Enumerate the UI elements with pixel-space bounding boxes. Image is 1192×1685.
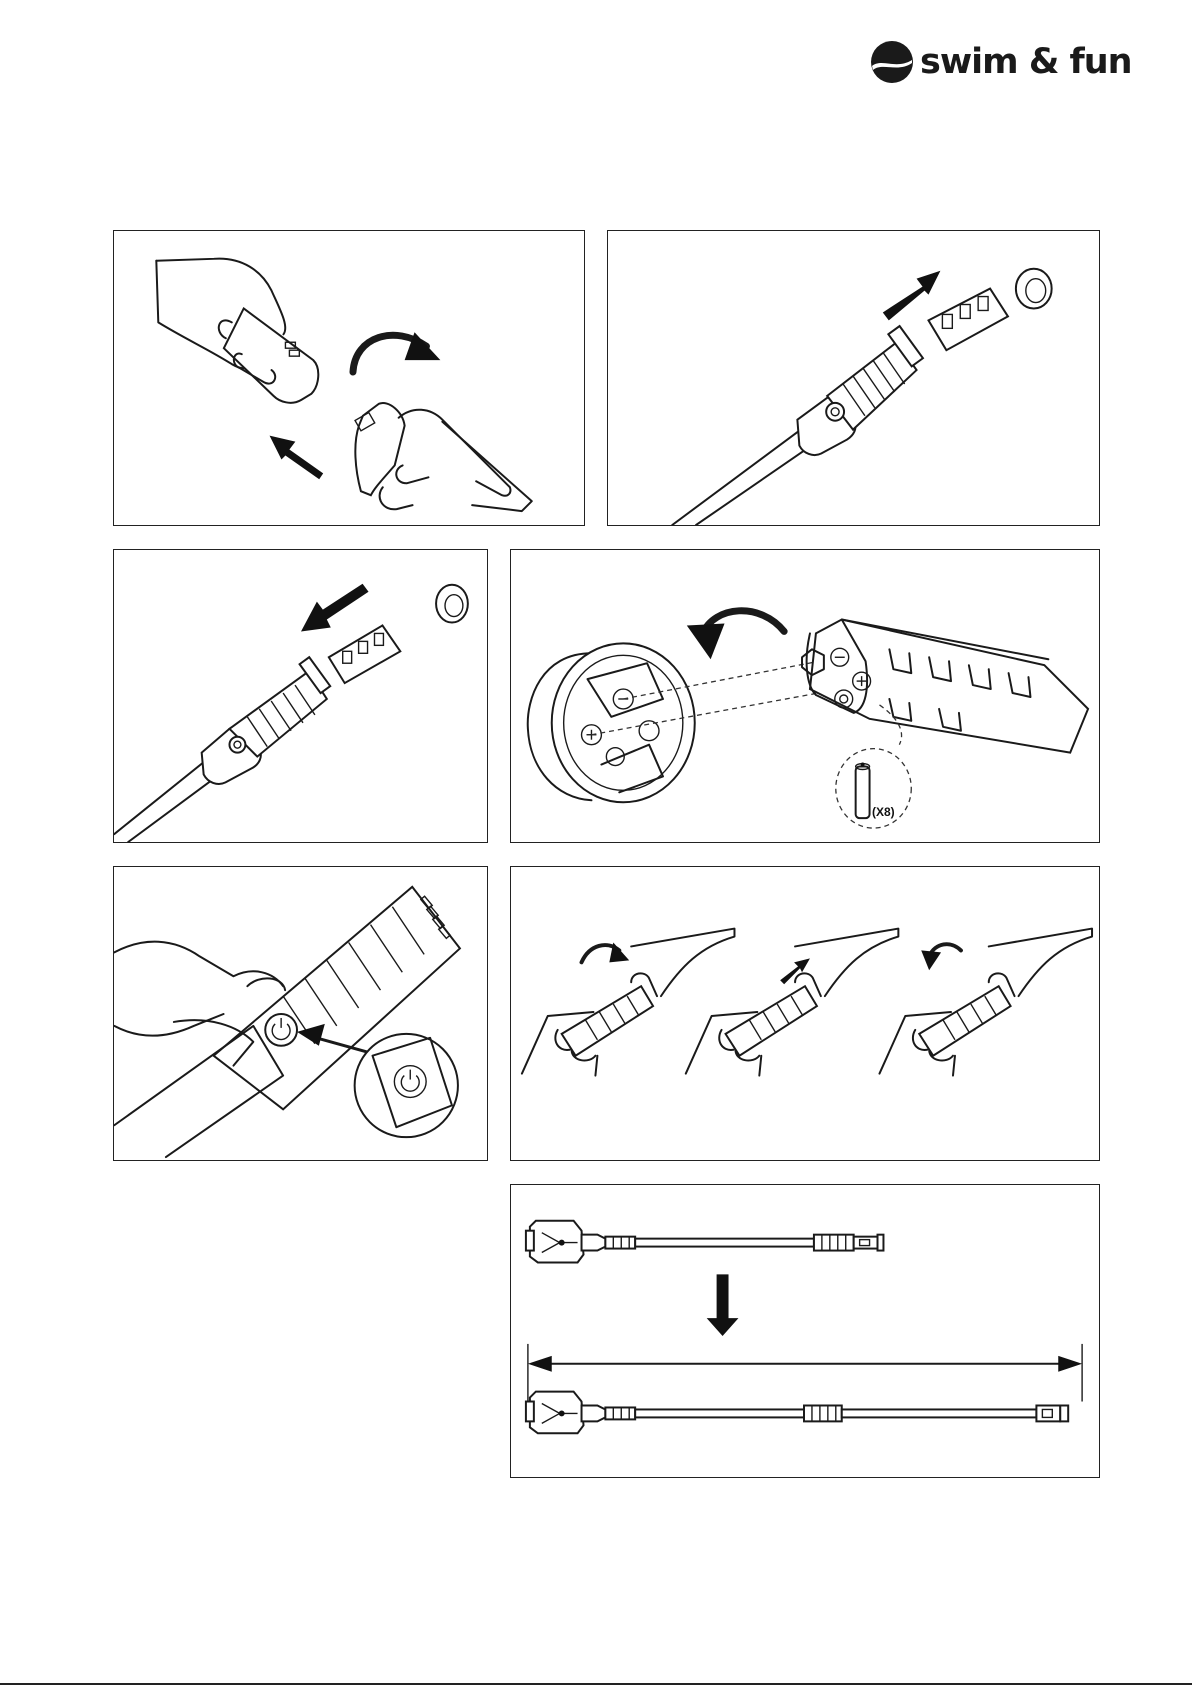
panel-step-1 — [113, 230, 585, 526]
panel-step-7 — [510, 1184, 1100, 1478]
panel-step-3 — [113, 549, 488, 843]
power-button-illustration — [114, 867, 487, 1160]
brand-name: swim & fun — [920, 42, 1132, 82]
panel-step-5 — [113, 866, 488, 1161]
panel-step-6 — [510, 866, 1100, 1161]
remove-holder-illustration — [608, 231, 1099, 525]
battery-orientation-illustration — [511, 550, 1099, 842]
twist-lock-illustration — [511, 867, 1099, 1160]
panel-step-4 — [510, 549, 1100, 843]
battery-quantity-label: (X8) — [872, 805, 895, 819]
brand-logo — [870, 38, 1132, 86]
extend-pole-illustration — [511, 1185, 1099, 1477]
swirl-ball-icon — [870, 40, 914, 84]
open-compartment-illustration — [114, 231, 584, 525]
panel-step-2 — [607, 230, 1100, 526]
insert-holder-illustration — [114, 550, 487, 842]
